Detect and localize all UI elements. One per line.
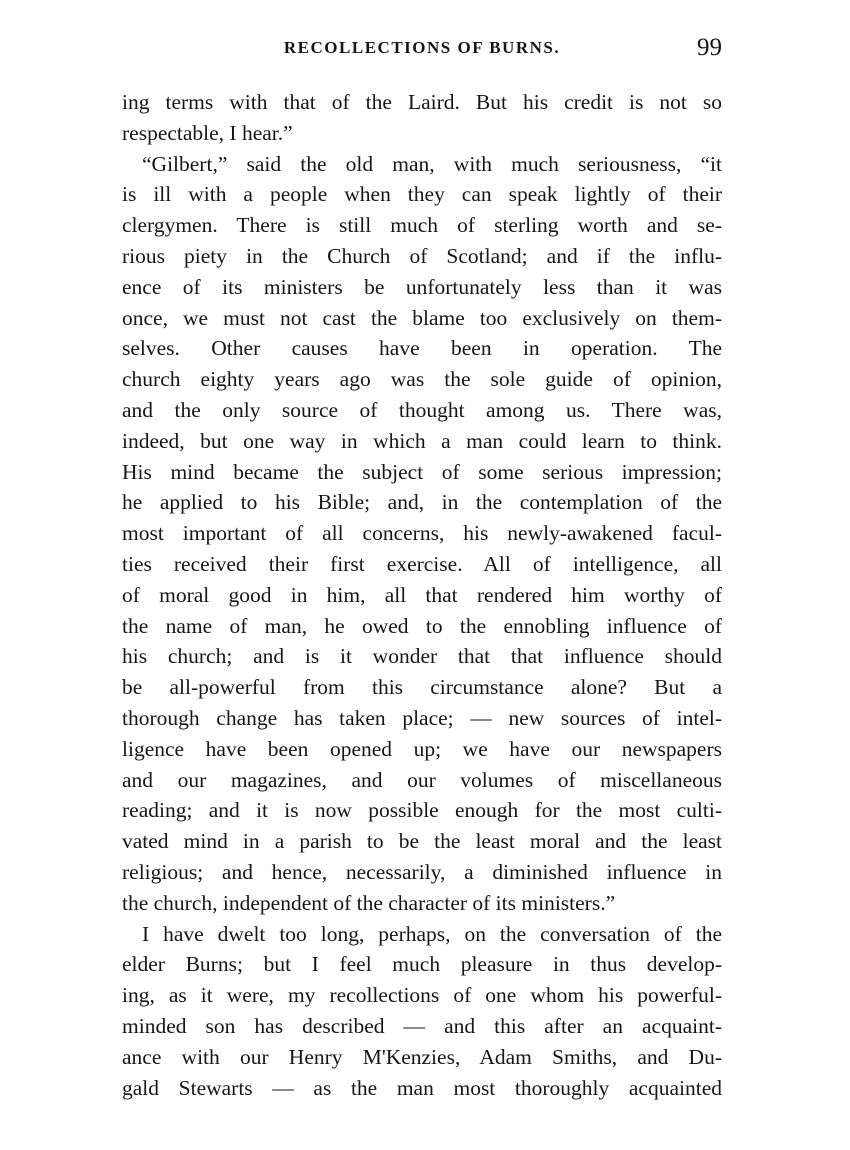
- body-text: [122, 87, 722, 1103]
- text-line: gald Stewarts — as the man most thoroughly acquainted: [122, 1075, 722, 1100]
- text-line: his church; and is it wonder that that influence should: [122, 644, 722, 669]
- text-line: ing, as it were, my recollections of one whom his powerful-: [122, 983, 722, 1008]
- page-number: 99: [697, 34, 722, 61]
- text-line: the name of man, he owed to the ennobling influence of: [122, 613, 722, 638]
- text-line: rious piety in the Church of Scotland; and if the influ-: [122, 243, 722, 268]
- text-line: respectable, I hear.”: [122, 120, 293, 145]
- text-line: church eighty years ago was the sole guide of opinion,: [122, 367, 722, 392]
- text-line: selves. Other causes have been in operation. The: [122, 336, 722, 361]
- text-line: and the only source of thought among us. There was,: [122, 397, 722, 422]
- text-line: minded son has described — and this after an acquaint-: [122, 1013, 722, 1038]
- text-line: ing terms with that of the Laird. But his credit is not so: [122, 90, 722, 114]
- text-line: is ill with a people when they can speak lightly of their: [122, 182, 722, 207]
- text-line: I have dwelt too long, perhaps, on the conversation of the: [142, 921, 722, 946]
- text-line: elder Burns; but I feel much pleasure in thus develop-: [122, 952, 722, 977]
- text-line: “Gilbert,” said the old man, with much seriousness, “it: [142, 151, 722, 176]
- text-line: His mind became the subject of some serious impression;: [122, 459, 722, 484]
- text-line: the church, independent of the character of its ministers.”: [122, 890, 616, 915]
- text-line: of moral good in him, all that rendered him worthy of: [122, 582, 722, 607]
- text-line: reading; and it is now possible enough for the most culti-: [122, 798, 722, 823]
- text-line: once, we must not cast the blame too exclusively on them-: [122, 305, 722, 330]
- text-line: and our magazines, and our volumes of miscellaneous: [122, 767, 722, 792]
- text-line: vated mind in a parish to be the least moral and the least: [122, 829, 722, 854]
- text-line: ligence have been opened up; we have our newspapers: [122, 736, 722, 761]
- text-line: thorough change has taken place; — new sources of intel-: [122, 705, 722, 730]
- text-line: ties received their first exercise. All of intelligence, all: [122, 551, 722, 576]
- text-line: clergymen. There is still much of sterling worth and se-: [122, 213, 722, 238]
- text-line: indeed, but one way in which a man could learn to think.: [122, 428, 722, 453]
- text-line: most important of all concerns, his newly-awakened facul-: [122, 521, 722, 546]
- text-line: ance with our Henry M'Kenzies, Adam Smiths, and Du-: [122, 1044, 722, 1069]
- text-line: be all-powerful from this circumstance alone? But a: [122, 675, 722, 700]
- text-line: religious; and hence, necessarily, a diminished influence in: [122, 859, 722, 884]
- text-line: he applied to his Bible; and, in the contemplation of the: [122, 490, 722, 515]
- running-title: RECOLLECTIONS OF BURNS.: [283, 38, 561, 57]
- running-head: [122, 34, 722, 70]
- text-line: ence of its ministers be unfortunately less than it was: [122, 274, 722, 299]
